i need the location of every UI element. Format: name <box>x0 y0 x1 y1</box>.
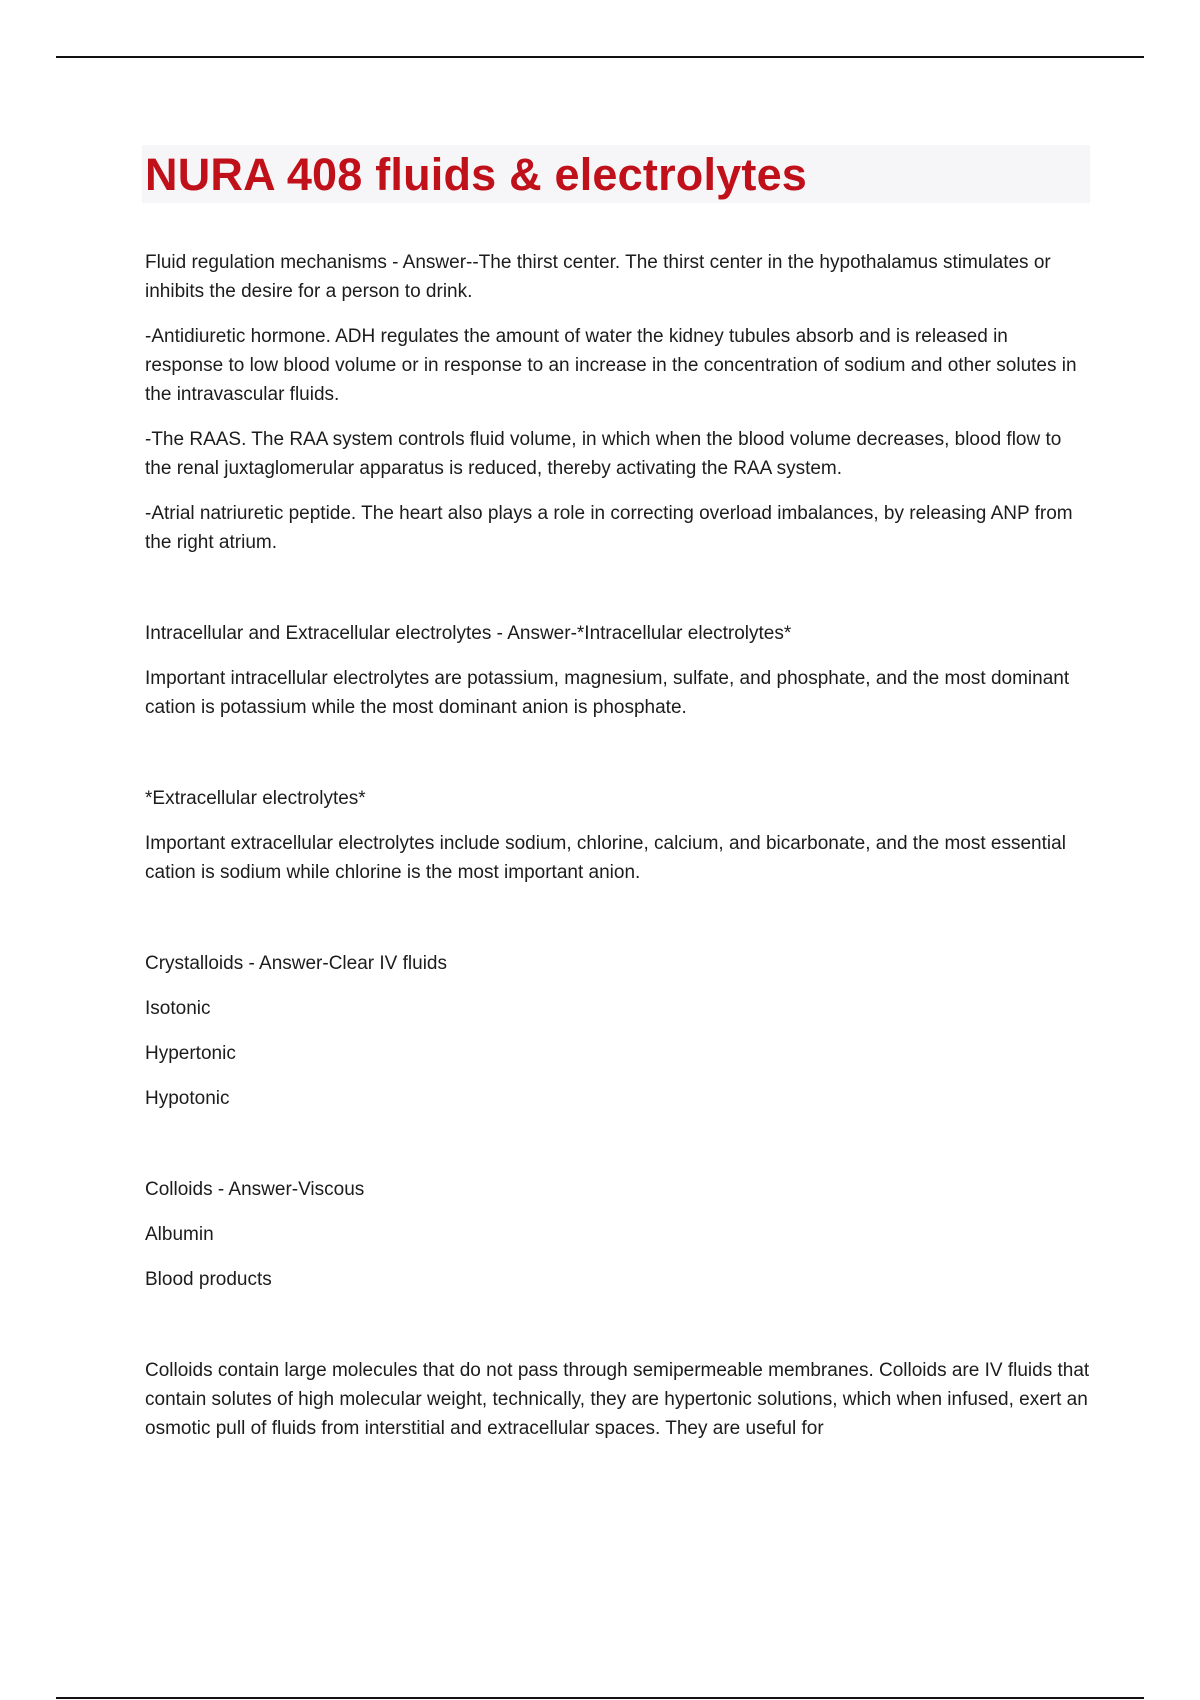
title-band <box>142 145 1090 203</box>
paragraph: Important intracellular electrolytes are potassium, magnesium, sulfate, and phosphate, and the most dominant cation is potassium while the most dominant anion is phosphate. <box>145 668 1070 718</box>
page-top-rule <box>56 56 1144 58</box>
list-item: Hypotonic <box>145 1088 230 1109</box>
paragraph: Colloids - Answer-Viscous <box>145 1179 365 1200</box>
spacer <box>145 1310 1090 1356</box>
paragraph: -Atrial natriuretic peptide. The heart also plays a role in correcting overload imbalances, by releasing ANP from the right atrium. <box>145 503 1073 553</box>
list-item: Albumin <box>145 1224 214 1245</box>
list-item: Blood products <box>145 1269 272 1290</box>
paragraph: -Antidiuretic hormone. ADH regulates the amount of water the kidney tubules absorb and is released in response to low blood volume or in response to an increase in the concentration of sodium and other solutes in the intravascular fluids. <box>145 326 1077 405</box>
paragraph: Crystalloids - Answer-Clear IV fluids <box>145 953 447 974</box>
paragraph: -The RAAS. The RAA system controls fluid volume, in which when the blood volume decreases, blood flow to the renal juxtaglomerular apparatus is reduced, thereby activating the RAA system. <box>145 429 1062 479</box>
spacer <box>145 738 1090 784</box>
document-body <box>145 248 1090 1443</box>
spacer <box>145 573 1090 619</box>
paragraph: Important extracellular electrolytes include sodium, chlorine, calcium, and bicarbonate, and the most essential cation is sodium while chlorine is the most important anion. <box>145 833 1066 883</box>
list-item: Isotonic <box>145 998 211 1019</box>
page-bottom-rule <box>56 1697 1144 1699</box>
paragraph: Fluid regulation mechanisms - Answer--The thirst center. The thirst center in the hypothalamus stimulates or inhibits the desire for a person to drink. <box>145 252 1051 302</box>
list-item: Hypertonic <box>145 1043 236 1064</box>
document-content <box>145 145 1090 1459</box>
paragraph: *Extracellular electrolytes* <box>145 788 366 809</box>
paragraph: Intracellular and Extracellular electrolytes - Answer-*Intracellular electrolytes* <box>145 623 792 644</box>
paragraph: Colloids contain large molecules that do not pass through semipermeable membranes. Colloids are IV fluids that contain solutes of high molecular weight, technically, they are hypertonic solutions, which when infused, exert an osmotic pull of fluids from interstitial and extracellular spaces. They are useful for <box>145 1360 1090 1439</box>
spacer <box>145 1129 1090 1175</box>
spacer <box>145 903 1090 949</box>
document-title: NURA 408 fluids & electrolytes <box>145 148 808 200</box>
